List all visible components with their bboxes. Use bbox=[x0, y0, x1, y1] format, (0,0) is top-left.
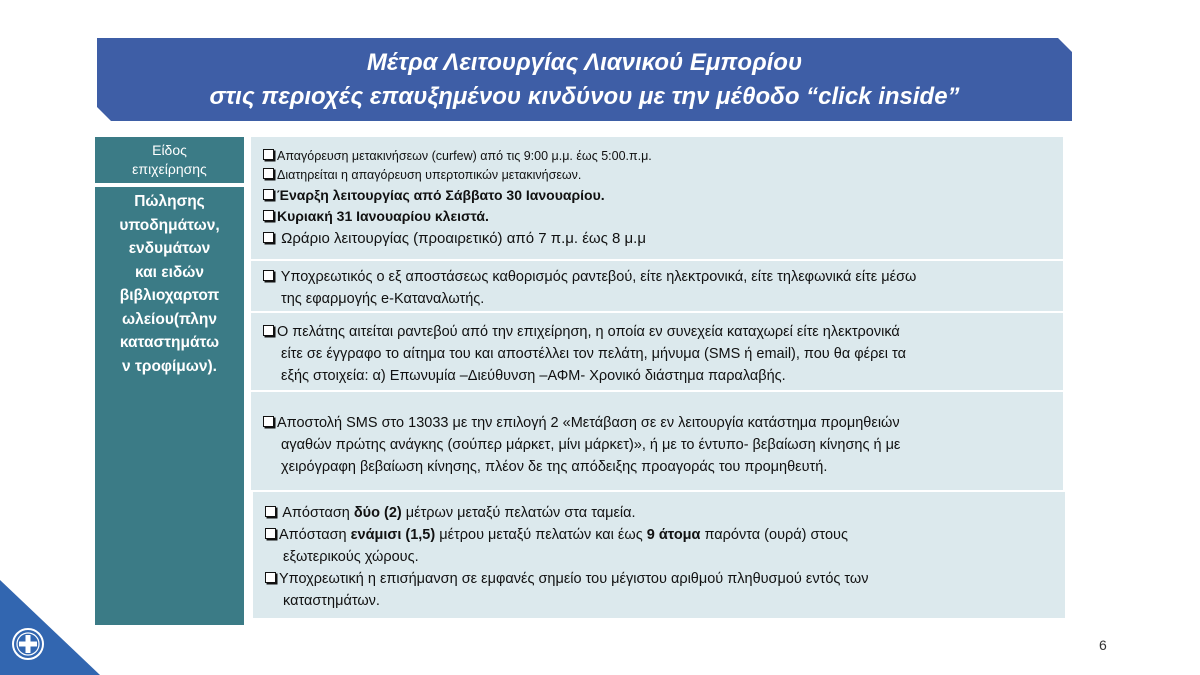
list-item-continuation: αγαθών πρώτης ανάγκης (σούπερ μάρκετ, μίνι μάρκετ)», ή με το έντυπο- βεβαίωση κίνησης ή με bbox=[281, 437, 901, 453]
list-item-text: παρόντα (ουρά) στους bbox=[700, 527, 848, 543]
list-item-text: Υποχρεωτικός ο εξ αποστάσεως καθορισμός ραντεβού, είτε ηλεκτρονικά, είτε τηλεφωνικά είτε μέσω bbox=[280, 269, 917, 285]
list-item-text: μέτρων μεταξύ πελατών στα ταμεία. bbox=[401, 505, 636, 521]
category-line: και ειδών bbox=[134, 263, 205, 281]
category-line: βιβλιοχαρτοπ bbox=[119, 287, 220, 304]
checkbox-icon bbox=[263, 232, 274, 243]
list-item-continuation: χειρόγραφη βεβαίωση κίνησης, πλέον δε της απόδειξης προαγοράς του προμηθευτή. bbox=[281, 459, 828, 475]
list-item bbox=[263, 206, 1063, 227]
list-item bbox=[263, 166, 1063, 185]
list-item-continuation: εξωτερικούς χώρους. bbox=[283, 549, 419, 565]
list-item bbox=[263, 147, 1063, 166]
rules-box-1 bbox=[251, 137, 1063, 259]
list-item-bold: 9 άτομα bbox=[646, 527, 701, 543]
category-header-line: επιχείρησης bbox=[132, 161, 207, 177]
list-item-continuation: της εφαρμογής e-Καταναλωτής. bbox=[281, 291, 485, 307]
list-item bbox=[265, 502, 1065, 524]
list-item bbox=[263, 227, 1063, 251]
title-line-1: Μέτρα Λειτουργίας Λιανικού Εμπορίου bbox=[366, 48, 803, 76]
category-header-line: Είδος bbox=[152, 142, 187, 158]
list-item bbox=[263, 412, 1063, 434]
list-item-continuation: καταστημάτων. bbox=[283, 593, 380, 609]
list-item bbox=[265, 524, 1065, 546]
checkbox-icon bbox=[265, 528, 276, 539]
category-body bbox=[95, 187, 244, 625]
rules-box-3 bbox=[251, 313, 1063, 390]
title-line-2: στις περιοχές επαυξημένου κινδύνου με την μέθοδο “click inside” bbox=[209, 82, 960, 110]
list-item bbox=[263, 321, 1063, 343]
category-line: υποδημάτων, bbox=[119, 216, 220, 234]
checkbox-icon bbox=[263, 210, 274, 221]
list-item bbox=[263, 266, 1063, 288]
greek-emblem-icon bbox=[10, 626, 46, 662]
category-line: ενδυμάτων bbox=[128, 240, 211, 257]
list-item-text: Ωράριο λειτουργίας (προαιρετικό) από 7 π.μ. έως 8 μ.μ bbox=[281, 230, 646, 247]
category-header bbox=[95, 137, 244, 183]
checkbox-icon bbox=[263, 149, 274, 160]
list-item bbox=[265, 568, 1065, 590]
list-item-text: Έναρξη λειτουργίας από Σάββατο 30 Ιανουαρίου. bbox=[277, 187, 605, 203]
category-line: Πώλησης bbox=[134, 193, 205, 210]
title-banner bbox=[97, 38, 1072, 121]
category-line: καταστημάτω bbox=[119, 334, 220, 351]
list-item-bold: ενάμισι (1,5) bbox=[350, 527, 436, 543]
rules-box-2 bbox=[251, 261, 1063, 311]
list-item-text: Ο πελάτης αιτείται ραντεβού από την επιχείρηση, η οποία εν συνεχεία καταχωρεί είτε ηλεκτρονικά bbox=[277, 324, 900, 340]
checkbox-icon bbox=[263, 168, 274, 179]
list-item-text: μέτρου μεταξύ πελατών και έως bbox=[435, 527, 647, 543]
checkbox-icon bbox=[263, 416, 274, 427]
slide-title bbox=[97, 38, 1072, 121]
list-item-bold: δύο (2) bbox=[353, 505, 402, 521]
list-item-continuation: εξής στοιχεία: α) Επωνυμία –Διεύθυνση –ΑΦΜ- Χρονικό διάστημα παραλαβής. bbox=[281, 368, 786, 384]
checkbox-icon bbox=[265, 572, 276, 583]
list-item-text: Απαγόρευση μετακινήσεων (curfew) από τις 9:00 μ.μ. έως 5:00.π.μ. bbox=[277, 149, 652, 163]
list-item-text: Αποστολή SMS στο 13033 με την επιλογή 2 «Μετάβαση σε εν λειτουργία κατάστημα προμηθειών bbox=[277, 415, 900, 431]
checkbox-icon bbox=[263, 270, 274, 281]
checkbox-icon bbox=[263, 325, 274, 336]
checkbox-icon bbox=[263, 189, 274, 200]
list-item-text: Διατηρείται η απαγόρευση υπερτοπικών μετακινήσεων. bbox=[277, 168, 582, 182]
rules-box-5 bbox=[253, 492, 1065, 618]
list-item bbox=[263, 185, 1063, 206]
category-line: ν τροφίμων). bbox=[122, 357, 217, 375]
list-item-text: Απόσταση bbox=[282, 505, 354, 521]
checkbox-icon bbox=[265, 506, 276, 517]
list-item-text: Κυριακή 31 Ιανουαρίου κλειστά. bbox=[277, 208, 489, 224]
page-number: 6 bbox=[1099, 637, 1107, 653]
rules-box-4 bbox=[251, 392, 1063, 490]
list-item-text: Απόσταση bbox=[279, 527, 351, 543]
category-line: ωλείου(πλην bbox=[121, 310, 218, 328]
list-item-text: Υποχρεωτική η επισήμανση σε εμφανές σημείο του μέγιστου αριθμού πληθυσμού εντός των bbox=[279, 571, 869, 587]
list-item-continuation: είτε σε έγγραφο το αίτημα του και αποστέλλει τον πελάτη, μήνυμα (SMS ή email), που θα φέρει τα bbox=[281, 346, 906, 362]
